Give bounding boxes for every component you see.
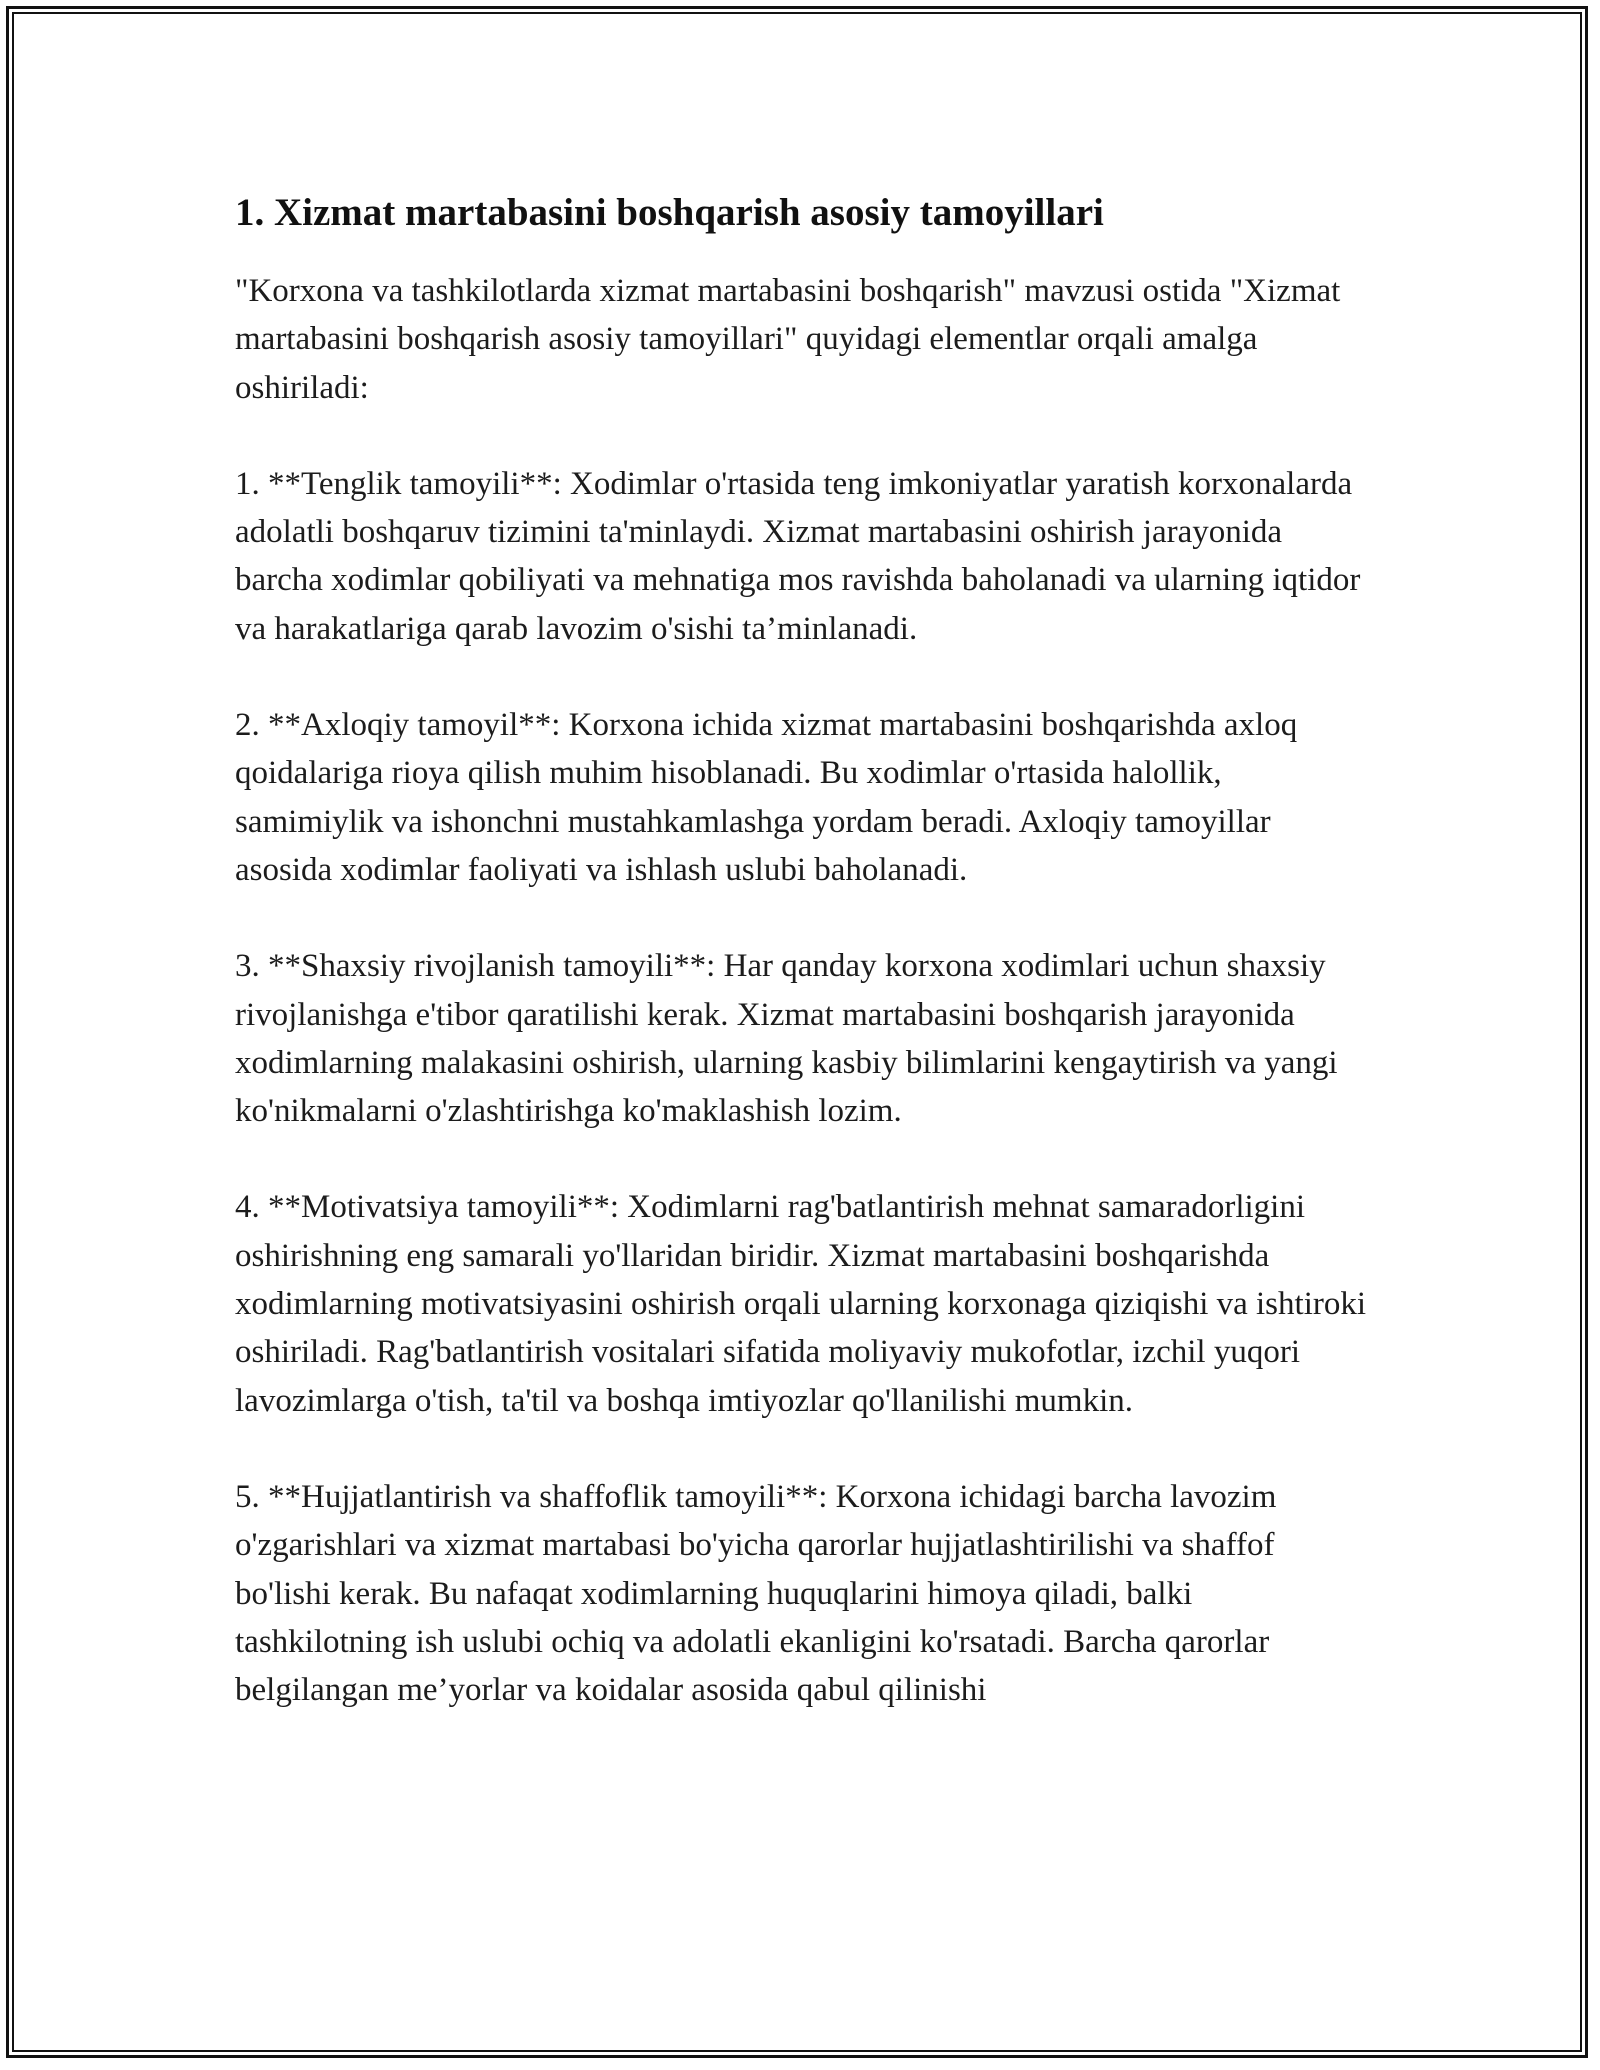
intro-paragraph: "Korxona va tashkilotlarda xizmat martabasini boshqarish" mavzusi ostida "Xizmat martabasini boshqarish asosiy tamoyillari" quyidagi elementlar orqali amalga oshiriladi: xyxy=(235,273,1341,406)
section-title: 1. Xizmat martabasini boshqarish asosiy tamoyillari xyxy=(235,191,1104,234)
document-body xyxy=(235,185,1370,1762)
principle-ethics-paragraph: 2. **Axloqiy tamoyil**: Korxona ichida xizmat martabasini boshqarishda axloq qoidalariga rioya qilish muhim hisoblanadi. Bu xodimlar o'rtasida halollik, samimiylik va ishonchni mustahkamlashga yordam beradi. Axloqiy tamoyillar asosida xodimlar faoliyati va ishlash uslubi baholanadi. xyxy=(235,707,1298,888)
principle-documentation-transparency-paragraph: 5. **Hujjatlantirish va shaffoflik tamoyili**: Korxona ichidagi barcha lavozim o'zgarishlari va xizmat martabasi bo'yicha qarorlar hujjatlashtirilishi va shaffof bo'lishi kerak. Bu nafaqat xodimlarning huquqlarini himoya qiladi, balki tashkilotning ish uslubi ochiq va adolatli ekanligini ko'rsatadi. Barcha qarorlar belgilangan me’yorlar va koidalar asosida qabul qilinishi xyxy=(235,1478,1277,1709)
principle-equality-paragraph: 1. **Tenglik tamoyili**: Xodimlar o'rtasida teng imkoniyatlar yaratish korxonalarda adolatli boshqaruv tizimini ta'minlaydi. Xizmat martabasini oshirish jarayonida barcha xodimlar qobiliyati va mehnatiga mos ravishda baholanadi va ularning iqtidor va harakatlariga qarab lavozim o'sishi ta’minlanadi. xyxy=(235,465,1361,647)
principle-motivation-paragraph: 4. **Motivatsiya tamoyili**: Xodimlarni rag'batlantirish mehnat samaradorligini oshirishning eng samarali yo'llaridan biridir. Xizmat martabasini boshqarishda xodimlarning motivatsiyasini oshirish orqali ularning korxonaga qiziqishi va ishtiroki oshiriladi. Rag'batlantirish vositalari sifatida moliyaviy mukofotlar, izchil yuqori lavozimlarga o'tish, ta'til va boshqa imtiyozlar qo'llanilishi mumkin. xyxy=(235,1189,1367,1419)
principle-personal-development-paragraph: 3. **Shaxsiy rivojlanish tamoyili**: Har qanday korxona xodimlari uchun shaxsiy rivojlanishga e'tibor qaratilishi kerak. Xizmat martabasini boshqarish jarayonida xodimlarning malakasini oshirish, ularning kasbiy bilimlarini kengaytirish va yangi ko'nikmalarni o'zlashtirishga ko'maklashish lozim. xyxy=(235,948,1338,1130)
